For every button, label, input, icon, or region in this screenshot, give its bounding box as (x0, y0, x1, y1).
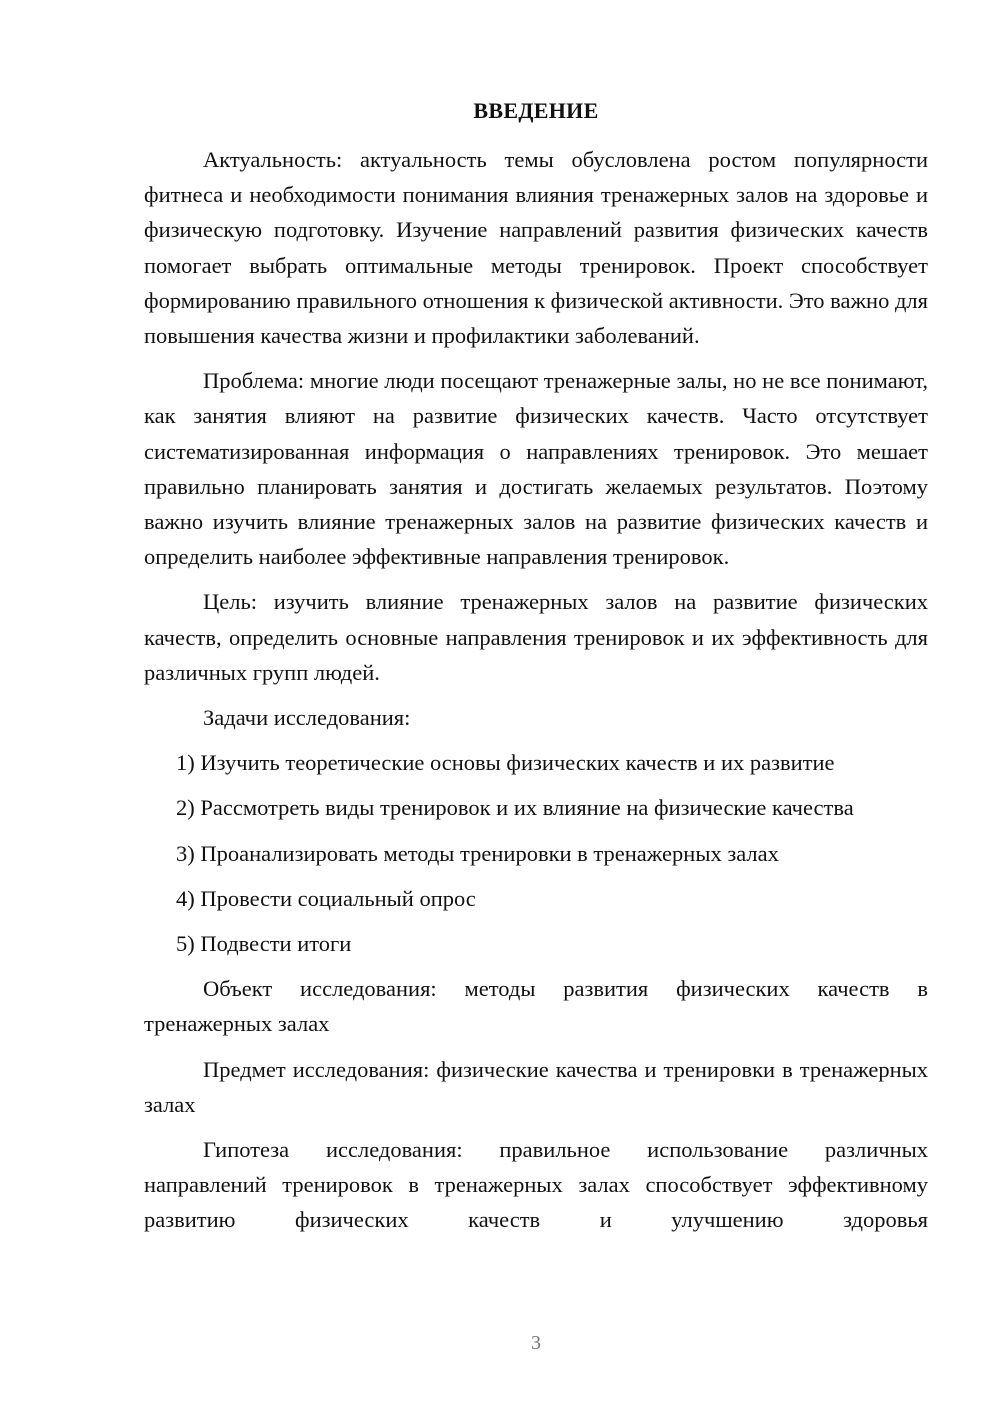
page-number: 3 (531, 1332, 541, 1354)
paragraph-object: Объект исследования: методы развития физических качеств в тренажерных залах (144, 976, 928, 1037)
paragraph-goal: Цель: изучить влияние тренажерных залов на развитие физических качеств, определить основные направления тренировок и их эффективность для различных групп людей. (144, 589, 928, 685)
task-item: 1) Изучить теоретические основы физических качеств и их развитие (176, 750, 835, 776)
task-item: 5) Подвести итоги (176, 931, 352, 957)
tasks-list (144, 745, 928, 961)
page-title: ВВЕДЕНИЕ (473, 98, 599, 123)
task-item: 2) Рассмотреть виды тренировок и их влияние на физические качества (176, 795, 854, 821)
paragraph-hypothesis: Гипотеза исследования: правильное использование различных направлений тренировок в тренажерных залах способствует эффективному развитию физических качеств и улучшению здоровья (144, 1137, 928, 1233)
task-item: 3) Проанализировать методы тренировки в тренажерных залах (176, 840, 779, 866)
task-item: 4) Провести социальный опрос (176, 885, 476, 911)
document-body (144, 142, 928, 1248)
paragraph-subject: Предмет исследования: физические качества и тренировки в тренажерных залах (144, 1056, 928, 1117)
tasks-label: Задачи исследования: (203, 705, 411, 731)
paragraph-problem: Проблема: многие люди посещают тренажерные залы, но не все понимают, как занятия влияют на развитие физических качеств. Часто отсутствует систематизированная информация о направлениях тренировок. Это мешает правильно планировать занятия и достигать желаемых результатов. Поэтому важно изучить влияние тренажерных залов на развитие физических качеств и определить наиболее эффективные направления тренировок. (144, 368, 928, 570)
paragraph-relevance: Актуальность: актуальность темы обусловлена ростом популярности фитнеса и необходимости понимания влияния тренажерных залов на здоровье и физическую подготовку. Изучение направлений развития физических качеств помогает выбрать оптимальные методы тренировок. Проект способствует формированию правильного отношения к физической активности. Это важно для повышения качества жизни и профилактики заболеваний. (144, 147, 928, 349)
